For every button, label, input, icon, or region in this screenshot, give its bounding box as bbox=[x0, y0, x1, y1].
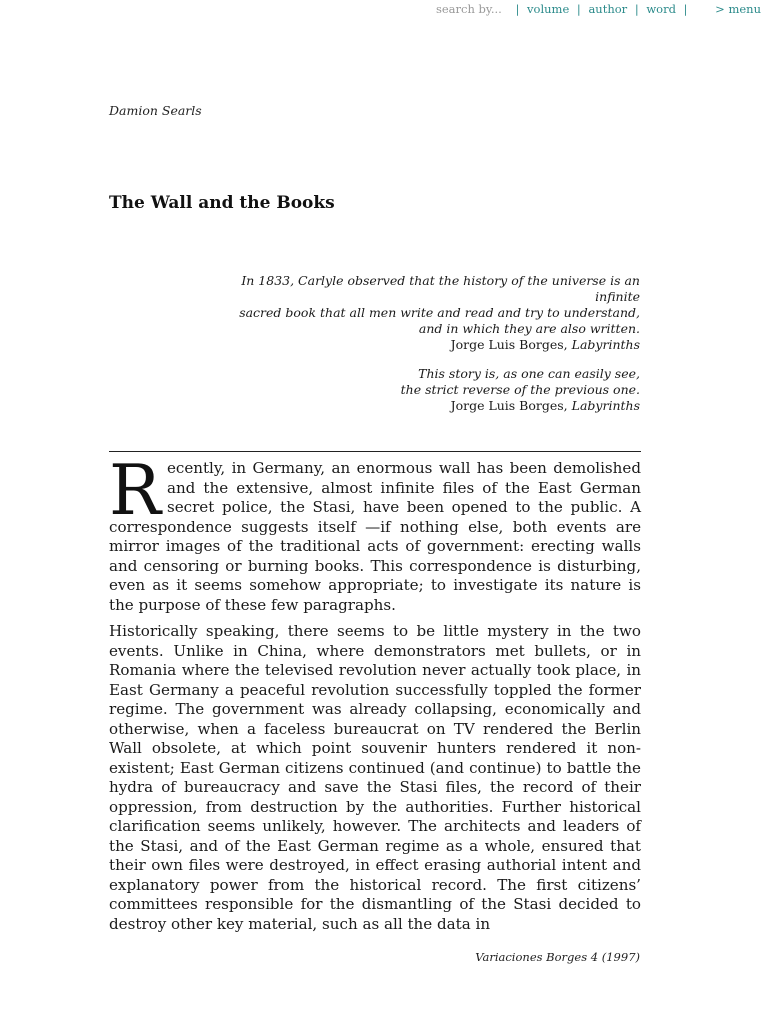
article-author: Damion Searls bbox=[109, 103, 202, 118]
epigraph-source bbox=[220, 398, 640, 414]
epigraph-source-author: Jorge Luis Borges, bbox=[450, 398, 568, 413]
article-body bbox=[109, 451, 641, 941]
nav-link-word[interactable]: word bbox=[646, 2, 676, 16]
epigraph-source-title: Labyrinths bbox=[571, 398, 640, 413]
menu-link[interactable]: > menu bbox=[715, 2, 761, 16]
section-divider bbox=[109, 451, 641, 452]
nav-separator: | bbox=[576, 2, 581, 16]
epigraph-source-author: Jorge Luis Borges, bbox=[450, 337, 568, 352]
epigraph-line: This story is, as one can easily see, bbox=[418, 366, 640, 381]
nav-separator: | bbox=[634, 2, 639, 16]
epigraph-line: the strict reverse of the previous one. bbox=[400, 382, 640, 397]
journal-footer: Variaciones Borges 4 (1997) bbox=[475, 950, 640, 964]
nav-link-volume[interactable]: volume bbox=[527, 2, 570, 16]
epigraph-line: and in which they are also written. bbox=[418, 321, 640, 336]
search-by-label: search by... bbox=[435, 2, 502, 16]
article-title: The Wall and the Books bbox=[109, 193, 335, 213]
epigraph-line: sacred book that all men write and read and try to understand, bbox=[239, 305, 640, 320]
top-navigation bbox=[436, 2, 761, 16]
body-paragraph: Historically speaking, there seems to be little mystery in the two events. Unlike in China, where demonstrators met bullets, or in Romania where the televised revolution never actually took place, in East Germany a peaceful revolution successfully toppled the former regime. The government was already collapsing, economically and otherwise, when a faceless bureaucrat on TV rendered the Berlin Wall obsolete, at which point souvenir hunters rendered it non-existent; East German citizens continued (and continue) to battle the hydra of bureaucracy and save the Stasi files, the record of their oppression, from destruction by the authorities. Further historical clarification seems unlikely, however. The architects and leaders of the Stasi, and of the East German regime as a whole, ensured that their own files were destroyed, in effect erasing authorial intent and explanatory power from the historical record. The first citizens’ committees responsible for the dismantling of the Stasi decided to destroy other key material, such as all the data in bbox=[109, 622, 641, 933]
nav-link-author[interactable]: author bbox=[588, 2, 628, 16]
epigraph bbox=[220, 366, 640, 414]
paragraph-text: ecently, in Germany, an enormous wall has been demolished and the extensive, almost infinite files of the East German secret police, the Stasi, have been opened to the public. A correspondence suggests itself —if nothing else, both events are mirror images of the traditional acts of government: erecting walls and censoring or burning books. This correspondence is disturbing, even as it seems somehow appropriate; to investigate its nature is the purpose of these few paragraphs. bbox=[109, 459, 641, 614]
epigraph-source bbox=[220, 337, 640, 353]
nav-separator: | bbox=[683, 2, 688, 16]
epigraph-line: In 1833, Carlyle observed that the history of the universe is an infinite bbox=[241, 273, 640, 304]
drop-cap: R bbox=[109, 451, 161, 531]
epigraph-source-title: Labyrinths bbox=[571, 337, 640, 352]
epigraph bbox=[220, 273, 640, 353]
body-paragraph bbox=[109, 451, 641, 615]
nav-separator: | bbox=[515, 2, 520, 16]
